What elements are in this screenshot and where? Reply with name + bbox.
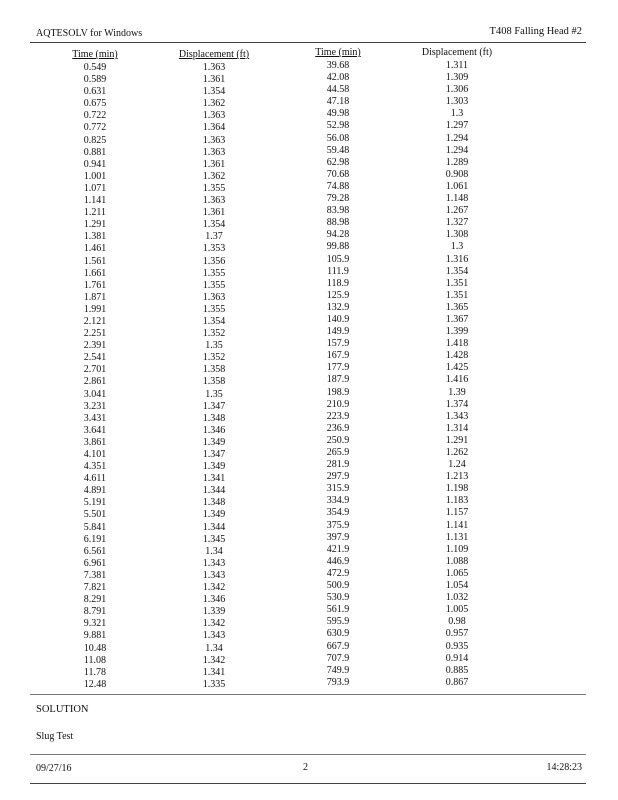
displacement-cell: 0.957 [445,628,469,640]
displacement-cell: 1.24 [448,459,466,471]
footer-date: 09/27/16 [36,763,72,774]
time-cell: 12.48 [83,678,107,690]
time-cell: 354.9 [326,507,350,519]
time-cell: 2.541 [83,352,107,364]
time-cell: 39.68 [326,60,350,71]
time-cell: 187.9 [326,374,350,386]
displacement-cell: 1.141 [445,519,469,531]
time-column-right [302,46,374,689]
displacement-cell: 1.309 [445,72,469,84]
displacement-cell: 1.346 [202,424,226,436]
displacement-cell: 1.308 [445,229,469,241]
displacement-cell: 1.341 [202,473,226,485]
displacement-cell: 1.341 [202,666,226,678]
displacement-cell: 0.914 [445,652,469,664]
time-cell: 236.9 [326,422,350,434]
solution-heading: SOLUTION [36,704,89,715]
time-cell: 10.48 [83,642,107,654]
displacement-cell: 1.294 [445,144,469,156]
displacement-cell: 1.352 [202,352,226,364]
displacement-cell: 1.353 [202,243,226,255]
time-cell: 0.772 [83,122,107,134]
time-cell: 167.9 [326,350,350,362]
time-cell: 375.9 [326,519,350,531]
time-cell: 334.9 [326,495,350,507]
time-cell: 49.98 [326,108,350,120]
time-cell: 223.9 [326,410,350,422]
time-cell: 7.381 [83,569,107,581]
time-cell: 1.381 [83,231,107,243]
time-cell: 2.861 [83,376,107,388]
time-cell: 3.041 [83,388,107,400]
time-cell: 1.991 [83,303,107,315]
time-header-left: Time (min) [72,49,118,60]
time-cell: 315.9 [326,483,350,495]
displacement-cell: 1.358 [202,376,226,388]
displacement-cell: 1.363 [202,62,226,73]
time-cell: 749.9 [326,664,350,676]
time-cell: 125.9 [326,289,350,301]
time-cell: 210.9 [326,398,350,410]
displacement-cell: 1.306 [445,84,469,96]
displacement-cell: 1.364 [202,122,226,134]
time-cell: 59.48 [326,144,350,156]
displacement-cell: 1.349 [202,509,226,521]
time-cell: 11.08 [83,654,107,666]
displacement-cell: 0.935 [445,640,469,652]
time-cell: 500.9 [326,580,350,592]
displacement-cell: 1.355 [202,182,226,194]
displacement-cell: 1.342 [202,654,226,666]
time-cell: 530.9 [326,592,350,604]
displacement-cell: 1.054 [445,580,469,592]
time-cell: 297.9 [326,471,350,483]
time-cell: 1.461 [83,243,107,255]
time-cell: 9.881 [83,630,107,642]
time-cell: 105.9 [326,253,350,265]
displacement-cell: 1.198 [445,483,469,495]
time-cell: 1.761 [83,279,107,291]
displacement-cell: 1.344 [202,485,226,497]
time-cell: 595.9 [326,616,350,628]
footer-time: 14:28:23 [546,762,582,773]
time-cell: 1.001 [83,170,107,182]
time-cell: 83.98 [326,205,350,217]
time-cell: 5.841 [83,521,107,533]
displacement-cell: 1.399 [445,326,469,338]
solution-method: Slug Test [36,731,74,742]
time-cell: 0.549 [83,62,107,73]
test-title: T408 Falling Head #2 [489,26,582,37]
time-cell: 132.9 [326,301,350,313]
displacement-cell: 1.213 [445,471,469,483]
displacement-cell: 1.361 [202,158,226,170]
displacement-cell: 1.363 [202,146,226,158]
displacement-cell: 1.343 [202,630,226,642]
displacement-cell: 1.291 [445,434,469,446]
displacement-cell: 1.3 [450,241,464,253]
displacement-cell: 1.362 [202,98,226,110]
time-cell: 707.9 [326,652,350,664]
displacement-cell: 1.355 [202,267,226,279]
time-cell: 44.58 [326,84,350,96]
displacement-cell: 1.289 [445,156,469,168]
displacement-cell: 1.3 [450,108,464,120]
displacement-cell: 1.363 [202,195,226,207]
displacement-cell: 1.262 [445,447,469,458]
time-cell: 1.211 [83,207,107,219]
time-cell: 250.9 [326,434,350,446]
displacement-cell: 1.365 [445,301,469,313]
time-cell: 88.98 [326,217,350,229]
time-cell: 1.661 [83,267,107,279]
time-cell: 0.675 [83,98,107,110]
displacement-cell: 1.347 [202,449,226,460]
time-cell: 157.9 [326,338,350,350]
time-cell: 0.825 [83,134,107,146]
time-cell: 4.611 [83,473,107,485]
footer-page-number: 2 [303,762,308,773]
displacement-cell: 1.311 [445,60,469,71]
displacement-cell: 1.032 [445,592,469,604]
displacement-cell: 1.005 [445,604,469,616]
displacement-cell: 1.148 [445,193,469,205]
displacement-cell: 0.867 [445,676,469,688]
time-cell: 9.321 [83,618,107,630]
displacement-cell: 1.347 [202,400,226,412]
displacement-cell: 1.061 [445,180,469,192]
displacement-cell: 1.183 [445,495,469,507]
displacement-cell: 1.374 [445,398,469,410]
displacement-cell: 1.362 [202,170,226,182]
time-cell: 8.791 [83,606,107,618]
time-cell: 52.98 [326,120,350,132]
displacement-cell: 1.361 [202,74,226,86]
time-cell: 265.9 [326,447,350,458]
time-cell: 4.891 [83,485,107,497]
displacement-cell: 1.355 [202,303,226,315]
time-cell: 99.88 [326,241,350,253]
displacement-cell: 1.349 [202,436,226,448]
time-cell: 2.391 [83,340,107,352]
displacement-cell: 1.367 [445,313,469,325]
displacement-cell: 1.088 [445,555,469,567]
displacement-cell: 1.37 [205,231,223,243]
displacement-cell: 1.157 [445,507,469,519]
time-cell: 56.08 [326,132,350,144]
time-cell: 70.68 [326,168,350,180]
time-cell: 3.861 [83,436,107,448]
time-cell: 198.9 [326,386,350,398]
displacement-cell: 0.908 [445,168,469,180]
time-header-right: Time (min) [315,47,361,58]
time-cell: 2.251 [83,328,107,340]
displacement-cell: 1.267 [445,205,469,217]
displacement-cell: 1.425 [445,362,469,374]
displacement-cell: 1.349 [202,461,226,473]
time-cell: 42.08 [326,72,350,84]
displacement-column-right [408,46,506,689]
time-cell: 111.9 [327,265,349,277]
time-cell: 4.351 [83,461,107,473]
displacement-cell: 1.363 [202,291,226,303]
displacement-cell: 1.345 [202,533,226,545]
displacement-cell: 1.418 [445,338,469,350]
header-divider [30,42,586,43]
displacement-cell: 1.109 [445,543,469,555]
displacement-cell: 1.355 [202,279,226,291]
time-cell: 149.9 [326,326,350,338]
time-cell: 94.28 [326,229,350,241]
displacement-cell: 1.428 [445,350,469,362]
displacement-cell: 1.35 [205,388,223,400]
displacement-cell: 1.354 [202,86,226,98]
time-cell: 1.141 [83,195,107,207]
displacement-cell: 1.344 [202,521,226,533]
table-divider [30,694,586,695]
displacement-cell: 1.34 [205,545,223,557]
displacement-cell: 1.342 [202,582,226,594]
displacement-cell: 1.339 [202,606,226,618]
time-cell: 2.121 [83,315,107,327]
time-cell: 74.88 [326,180,350,192]
time-cell: 8.291 [83,594,107,606]
displacement-cell: 1.354 [202,315,226,327]
time-cell: 11.78 [83,666,107,678]
displacement-cell: 1.34 [205,642,223,654]
time-cell: 47.18 [326,96,350,108]
time-cell: 2.701 [83,364,107,376]
displacement-cell: 1.327 [445,217,469,229]
displacement-cell: 1.354 [202,219,226,231]
displacement-cell: 1.354 [445,265,469,277]
time-cell: 177.9 [326,362,350,374]
time-cell: 6.191 [83,533,107,545]
displacement-cell: 1.343 [202,557,226,569]
time-cell: 446.9 [326,555,350,567]
time-cell: 3.231 [83,400,107,412]
displacement-header-left: Displacement (ft) [178,49,250,60]
displacement-cell: 1.352 [202,328,226,340]
time-cell: 793.9 [326,676,350,688]
displacement-cell: 1.316 [445,253,469,265]
time-cell: 4.101 [83,449,107,460]
time-cell: 630.9 [326,628,350,640]
time-cell: 5.501 [83,509,107,521]
time-cell: 397.9 [326,531,350,543]
displacement-column-left [168,48,260,691]
displacement-cell: 1.065 [445,567,469,579]
displacement-cell: 1.348 [202,412,226,424]
time-cell: 1.071 [83,182,107,194]
displacement-cell: 1.363 [202,134,226,146]
displacement-cell: 1.351 [445,289,469,301]
displacement-cell: 1.131 [445,531,469,543]
displacement-cell: 1.358 [202,364,226,376]
displacement-cell: 1.342 [202,618,226,630]
time-cell: 1.871 [83,291,107,303]
time-cell: 6.961 [83,557,107,569]
time-cell: 281.9 [326,459,350,471]
displacement-cell: 1.343 [445,410,469,422]
displacement-cell: 0.885 [445,664,469,676]
displacement-cell: 1.356 [202,255,226,267]
time-cell: 0.722 [83,110,107,122]
displacement-cell: 1.348 [202,497,226,509]
time-cell: 0.881 [83,146,107,158]
displacement-cell: 1.294 [445,132,469,144]
time-cell: 140.9 [326,313,350,325]
time-cell: 1.291 [83,219,107,231]
displacement-cell: 1.303 [445,96,469,108]
time-cell: 0.631 [83,86,107,98]
time-column-left [60,48,130,691]
displacement-cell: 1.343 [202,569,226,581]
displacement-cell: 1.297 [445,120,469,132]
displacement-cell: 1.314 [445,422,469,434]
displacement-cell: 1.335 [202,678,226,690]
solution-divider [30,754,586,755]
time-cell: 5.191 [83,497,107,509]
app-title: AQTESOLV for Windows [36,28,143,39]
time-cell: 79.28 [326,193,350,205]
time-cell: 421.9 [326,543,350,555]
time-cell: 3.641 [83,424,107,436]
displacement-header-right: Displacement (ft) [421,47,493,58]
time-cell: 7.821 [83,582,107,594]
displacement-cell: 1.351 [445,277,469,289]
displacement-cell: 1.39 [448,386,466,398]
displacement-cell: 1.363 [202,110,226,122]
time-cell: 0.589 [83,74,107,86]
displacement-cell: 1.35 [205,340,223,352]
displacement-cell: 1.416 [445,374,469,386]
time-cell: 62.98 [326,156,350,168]
time-cell: 1.561 [83,255,107,267]
time-cell: 6.561 [83,545,107,557]
time-cell: 561.9 [326,604,350,616]
time-cell: 472.9 [326,567,350,579]
footer-divider [30,783,586,784]
displacement-cell: 1.361 [202,207,226,219]
time-cell: 118.9 [326,277,350,289]
time-cell: 0.941 [83,158,107,170]
displacement-cell: 1.346 [202,594,226,606]
time-cell: 667.9 [326,640,350,652]
displacement-cell: 0.98 [448,616,466,628]
time-cell: 3.431 [83,412,107,424]
